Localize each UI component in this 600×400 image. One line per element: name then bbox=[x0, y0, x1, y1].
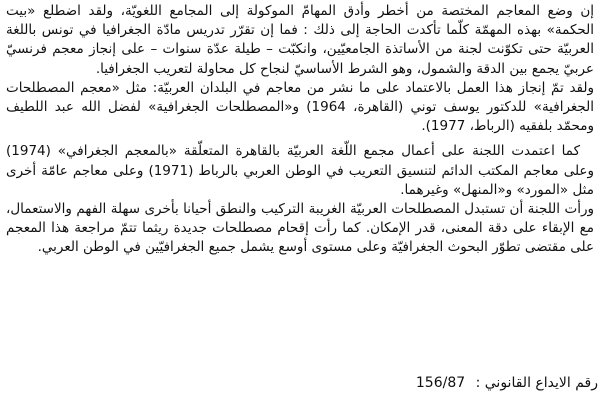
legal-deposit-line bbox=[0, 372, 600, 394]
paragraph-intro: إن وضع المعاجم المختصة من أخطر وأدق المهامّ الموكولة إلى المجامع اللغويّة، ولقد اضطلع «بيت الحكمة» بهذه المهمّة كلّما تأكدت الحاجة إلى ذلك : فما إن تقرّر تدريس مادّة الجغرافيا في تونس باللغة العربيّة حتى تكوّنت لجنة من الأساتذة الجامعيّين، وانكبّت – طيلة عدّة سنوات – على إنجاز معجم فرنسيّ عربيّ يجمع بين الدقة والشمول، وهو الشرط الأساسيّ لنجاح كل محاولة لتعريب الجغرافيا. bbox=[6, 3, 594, 77]
legal-deposit-label: رقم الايداع القانوني : bbox=[475, 375, 598, 391]
paragraph-terminology: ورأت اللجنة أن تستبدل المصطلحات العربيّة الغريبة التركيب والنطق أحيانا بأخرى سهلة الفهم والاستعمال، مع الإبقاء على دقة المعنى، قدر الإمكان. كما رأت إقحام مصطلحات جديدة ريثما تتمّ مراجعة هذا المعجم على مقتضى تطوّر البحوث الجغرافيّة وعلى مستوى أوسع يشمل جميع الجغرافيّين في الوطن العربي. bbox=[6, 201, 594, 256]
paragraph-academy-works: كما اعتمدت اللجنة على أعمال مجمع اللّغة العربيّة بالقاهرة المتعلّقة «بالمعجم الجغرافي» (1974) وعلى معاجم المكتب الدائم لتنسيق التعريب في الوطن العربي بالرباط (1971) وعلى معاجم عامّة أخرى مثل «المورد» و«المنهل» وغيرهما. bbox=[6, 143, 594, 198]
paragraph-sources: ولقد تمّ إنجاز هذا العمل بالاعتماد على ما نشر من معاجم في البلدان العربيّة: مثل «معجم المصطلحات الجغرافية» للدكتور يوسف توني (القاهرة، 1964) و«المصطلحات الجغرافية» لفضل الله عبد اللطيف ومحمّد بلفقيه (الرباط، 1977). bbox=[6, 79, 594, 135]
legal-deposit-number: 156/87 bbox=[415, 375, 466, 391]
